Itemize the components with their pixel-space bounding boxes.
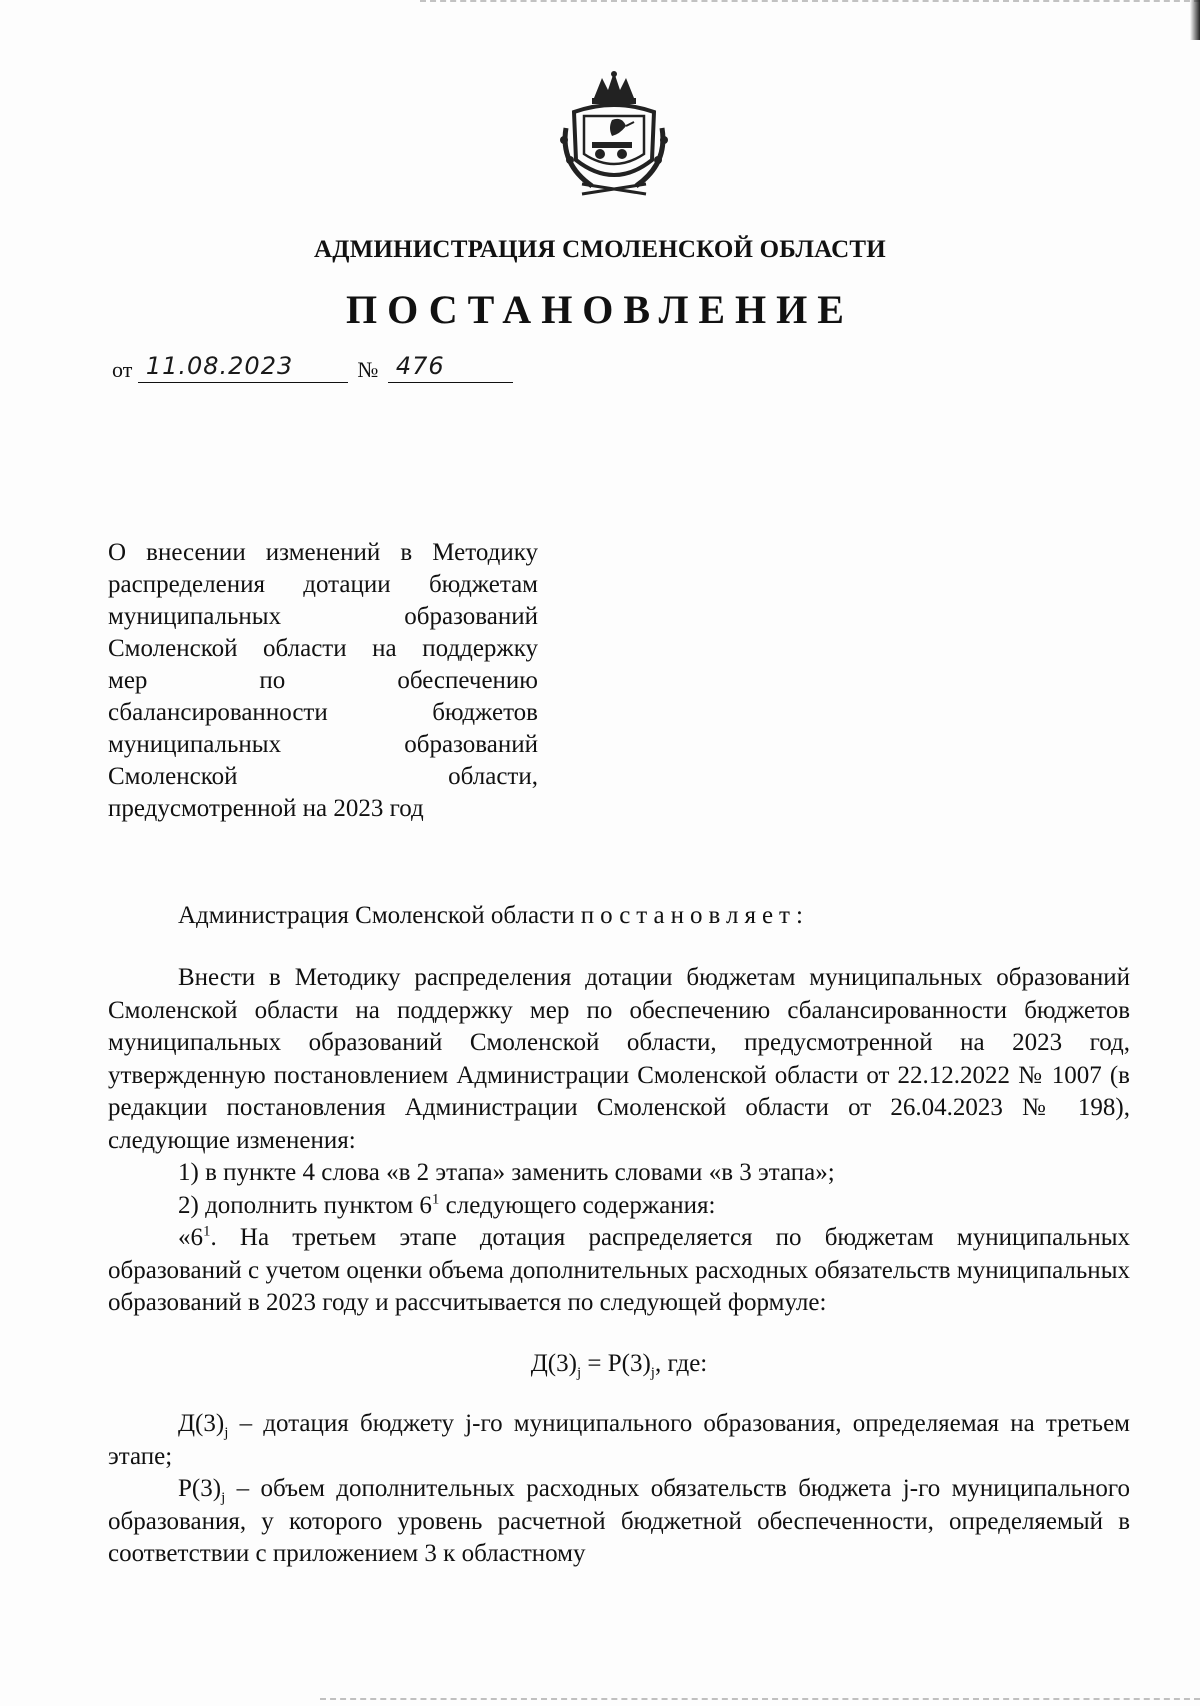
number-sign: №	[357, 357, 379, 382]
quote-text: . На третьем этапе дотация распределяется по бюджетам муниципальных образований с учетом оценки объема дополнительных расходных обязательств муниципальных образований в 2023 году и рассчитывается по следующей формуле:	[108, 1224, 1130, 1316]
subject-line: О внесении изменений в Методику	[108, 539, 538, 566]
definition	[108, 1408, 1130, 1473]
quoted-paragraph	[108, 1222, 1130, 1320]
definition-subscript: j	[221, 1490, 226, 1506]
preamble	[108, 900, 1130, 933]
subject-line: распределения дотации бюджетам	[108, 571, 538, 598]
list-item: 1) в пункте 4 слова «в 2 этапа» заменить словами «в 3 этапа»;	[178, 1159, 835, 1186]
formula-end: , где:	[654, 1349, 708, 1377]
date-field	[138, 354, 348, 383]
definition-variable: Р(3)	[178, 1475, 222, 1502]
definition-text: – дотация бюджету j-го муниципального образования, определяемая на третьем этапе;	[108, 1410, 1130, 1470]
formula-left: Д(3)	[530, 1349, 577, 1377]
item2-text: 2) дополнить пунктом 6	[178, 1191, 432, 1219]
document-body	[108, 962, 1130, 1571]
formula-subscript: j	[650, 1364, 655, 1381]
subject-line: сбалансированности бюджетов	[108, 699, 538, 726]
document-subject	[108, 537, 538, 825]
smolensk-coat-of-arms-icon	[552, 68, 676, 200]
subject-line: муниципальных образований	[108, 731, 538, 758]
subject-line: мер по обеспечению	[108, 667, 538, 694]
definition-text: – объем дополнительных расходных обязательств бюджета j-го муниципального образования, у которого уровень расчетной бюджетной обеспеченности, определяемый в соответствии с приложением 3 к областному	[108, 1475, 1130, 1567]
definition-variable: Д(3)	[178, 1410, 225, 1437]
subject-line: предусмотренной на 2023 год	[108, 795, 424, 822]
scan-artifact-edge	[1190, 0, 1200, 40]
paragraph-main: Внести в Методику распределения дотации бюджетам муниципальных образований Смоленской области на поддержку мер по обеспечению сбалансированности бюджетов муниципальных образований Смоленской области, предусмотренной на 2023 год, утвержденную постановлением Администрации Смоленской области от 22.12.2022 № 1007 (в редакции постановления Администрации Смоленской области от 26.04.2023 № 198), следующие изменения:	[108, 964, 1130, 1154]
scan-artifact-top	[420, 0, 1200, 4]
item2-superscript: 1	[431, 1191, 440, 1208]
quote-start: «6	[178, 1224, 203, 1251]
number-value: 476	[395, 352, 445, 380]
item2-text-end: следующего содержания:	[439, 1191, 716, 1219]
list-item	[108, 1190, 1130, 1223]
subject-line: Смоленской области,	[108, 763, 538, 790]
definition-subscript: j	[224, 1425, 229, 1441]
scan-artifact-bottom	[320, 1698, 1200, 1702]
document-type: ПОСТАНОВЛЕНИЕ	[346, 287, 854, 332]
preamble-verb: постановляет	[580, 902, 796, 929]
date-number-line	[112, 354, 513, 386]
formula-right: = Р(3)	[581, 1349, 651, 1377]
formula-subscript: j	[576, 1364, 582, 1381]
number-field	[388, 354, 513, 383]
date-value: 11.08.2023	[145, 352, 294, 380]
subject-line: муниципальных образований	[108, 603, 538, 630]
quote-superscript: 1	[203, 1223, 211, 1240]
formula	[108, 1348, 1130, 1381]
definition	[108, 1473, 1130, 1571]
date-prefix: от	[112, 357, 133, 382]
subject-line: Смоленской области на поддержку	[108, 635, 538, 662]
organization-name: АДМИНИСТРАЦИЯ СМОЛЕНСКОЙ ОБЛАСТИ	[314, 236, 886, 263]
preamble-end: :	[795, 902, 803, 929]
preamble-text: Администрация Смоленской области	[178, 902, 581, 929]
